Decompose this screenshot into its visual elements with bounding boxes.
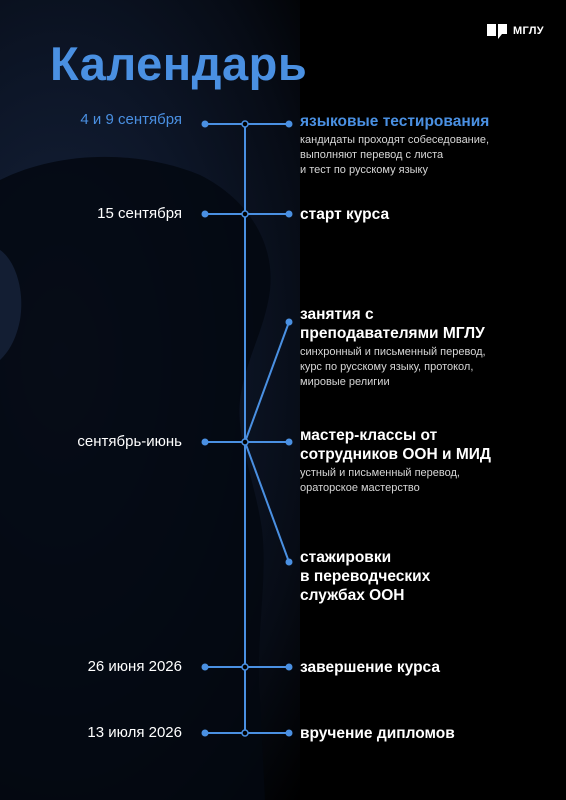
event-course-start xyxy=(300,205,555,224)
event-testing xyxy=(300,112,555,178)
logo-text: МГЛУ xyxy=(513,25,544,37)
event-desc-line: синхронный и письменный перевод, xyxy=(300,346,486,358)
event-desc-line: выполняют перевод с листа xyxy=(300,149,444,161)
event-master-classes xyxy=(300,426,555,496)
event-title-line: преподавателями МГЛУ xyxy=(300,325,485,342)
event-description xyxy=(300,466,555,496)
event-title xyxy=(300,205,555,224)
junction-dot xyxy=(242,121,248,127)
event-title-line: языковые тестирования xyxy=(300,113,490,130)
event-title-line: старт курса xyxy=(300,206,390,223)
end-dot xyxy=(286,439,293,446)
date-testing: 4 и 9 сентября xyxy=(80,111,182,128)
event-title xyxy=(300,426,555,464)
event-title-line: занятия с xyxy=(300,306,374,323)
end-dot xyxy=(286,559,293,566)
connector-3c xyxy=(245,442,289,562)
event-title-line: стажировки xyxy=(300,549,392,566)
event-course-end xyxy=(300,658,555,677)
end-dot xyxy=(202,211,209,218)
event-title xyxy=(300,305,555,343)
event-title-line: службах ООН xyxy=(300,587,405,604)
event-title xyxy=(300,658,555,677)
event-desc-line: ораторское мастерство xyxy=(300,482,420,494)
date-diplomas: 13 июля 2026 xyxy=(87,724,182,741)
event-title xyxy=(300,548,555,605)
end-dot xyxy=(202,121,209,128)
event-desc-line: устный и письменный перевод, xyxy=(300,467,460,479)
junction-dot xyxy=(242,730,248,736)
end-dot xyxy=(286,121,293,128)
event-desc-line: мировые религии xyxy=(300,376,390,388)
end-dot xyxy=(286,211,293,218)
junction-dot xyxy=(242,664,248,670)
event-desc-line: кандидаты проходят собеседование, xyxy=(300,134,490,146)
event-title-line: завершение курса xyxy=(300,659,440,676)
end-dot xyxy=(286,319,293,326)
event-mglu-classes xyxy=(300,305,555,390)
end-dot xyxy=(286,730,293,737)
junction-dot xyxy=(242,211,248,217)
page-title: Календарь xyxy=(50,37,308,90)
date-study-period: сентябрь-июнь xyxy=(77,433,182,450)
event-desc-line: и тест по русскому языку xyxy=(300,164,428,176)
end-dot xyxy=(202,730,209,737)
event-desc-line: курс по русскому языку, протокол, xyxy=(300,361,474,373)
event-description xyxy=(300,133,555,178)
date-course-end: 26 июня 2026 xyxy=(87,658,182,675)
event-diplomas xyxy=(300,724,555,743)
event-title-line: в переводческих xyxy=(300,568,431,585)
end-dot xyxy=(202,664,209,671)
event-title-line: мастер-классы от xyxy=(300,427,438,444)
end-dot xyxy=(202,439,209,446)
event-title-line: сотрудников ООН и МИД xyxy=(300,446,491,463)
junction-dot xyxy=(242,439,248,445)
event-title-line: вручение дипломов xyxy=(300,725,455,742)
event-internships xyxy=(300,548,555,605)
event-title xyxy=(300,112,555,131)
event-description xyxy=(300,345,555,390)
end-dot xyxy=(286,664,293,671)
event-title xyxy=(300,724,555,743)
date-course-start: 15 сентября xyxy=(97,205,182,222)
connector-3b xyxy=(245,322,289,442)
